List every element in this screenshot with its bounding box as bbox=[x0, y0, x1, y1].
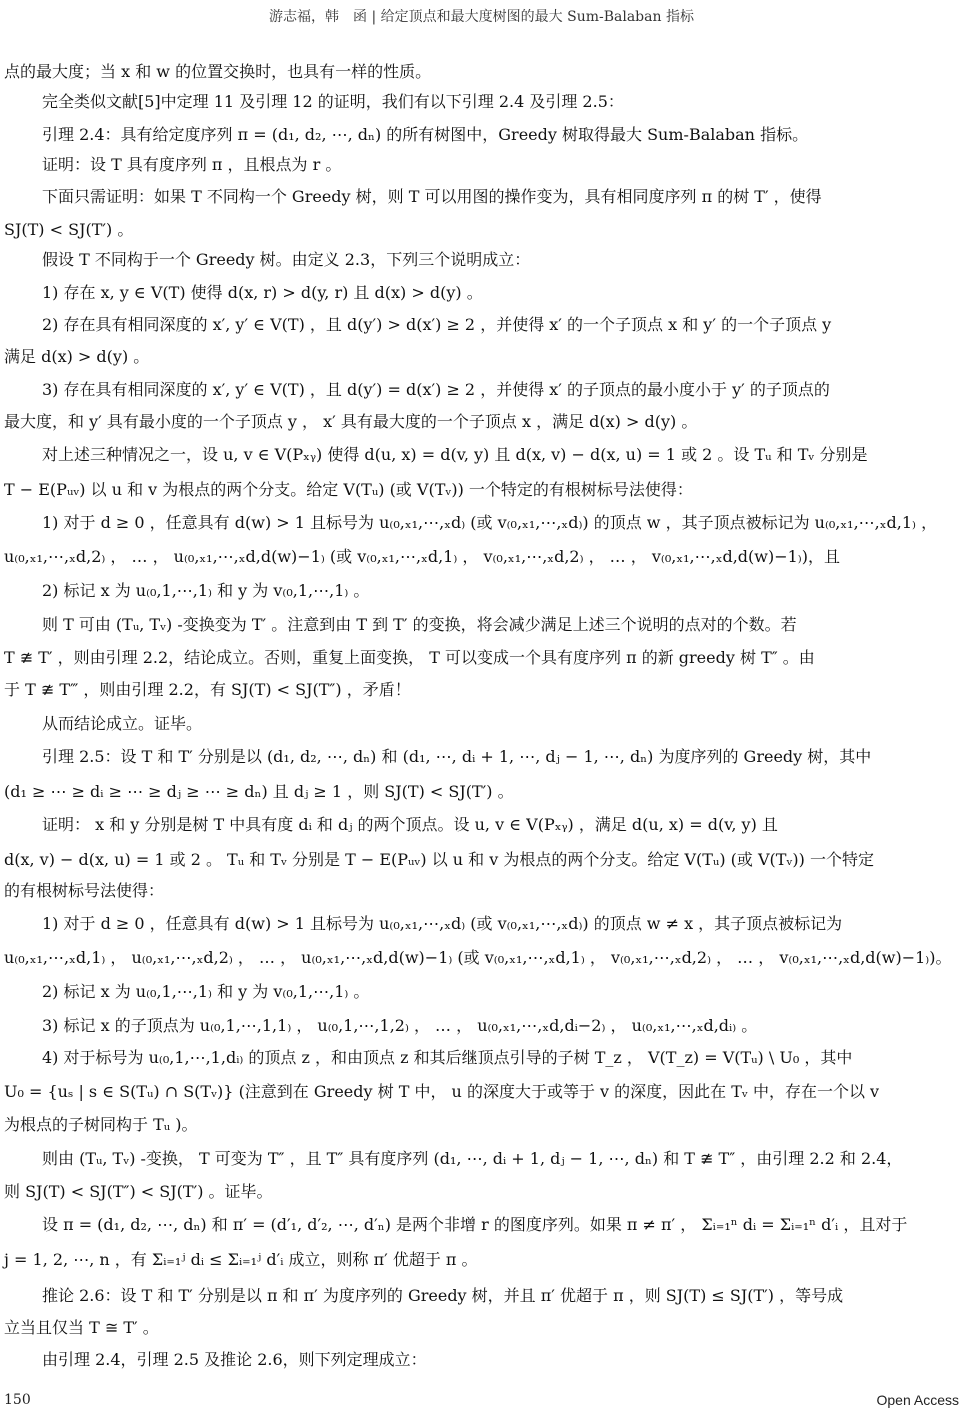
text-line: T ≇ T′ ，则由引理 2.2，结论成立。否则，重复上面变换， T 可以变成一个具有度序列 π 的新 greedy 树 T″ 。由 bbox=[4, 648, 815, 667]
text-line: 假设 T 不同构于一个 Greedy 树。由定义 2.3，下列三个说明成立： bbox=[42, 250, 531, 269]
text-line: 立当且仅当 T ≅ T′ 。 bbox=[4, 1318, 159, 1337]
text-line: 2) 标记 x 为 u₍₀,1,⋯,1₎ 和 y 为 v₍₀,1,⋯,1₎ 。 bbox=[42, 581, 370, 600]
text-line: 则 T 可由 (Tᵤ, Tᵥ) -变换变为 T′ 。注意到由 T 到 T′ 的变换，将会减少满足上述三个说明的点对的个数。若 bbox=[42, 615, 797, 634]
text-line: 满足 d(x) > d(y) 。 bbox=[4, 347, 150, 366]
text-line: 推论 2.6：设 T 和 T′ 分别是以 π 和 π′ 为度序列的 Greedy 树，并且 π′ 优超于 π ，则 SJ(T) ≤ SJ(T′) ，等号成 bbox=[42, 1286, 844, 1305]
text-line: 1) 对于 d ≥ 0 ，任意具有 d(w) > 1 且标号为 u₍₀,ₓ₁,⋯,ₓd₎ (或 v₍₀,ₓ₁,⋯,ₓd₎) 的顶点 w ≠ x ，其子顶点被标记为 bbox=[42, 914, 843, 933]
text-line: 完全类似文献[5]中定理 11 及引理 12 的证明，我们有以下引理 2.4 及引理 2.5： bbox=[42, 92, 624, 111]
text-line: 的有根树标号法使得： bbox=[4, 881, 165, 900]
text-line: 于 T ≇ T‴ ，则由引理 2.2，有 SJ(T) < SJ(T″) ，矛盾！ bbox=[4, 680, 411, 699]
text-line: 引理 2.4：具有给定度序列 π = (d₁, d₂, ⋯, dₙ) 的所有树图中，Greedy 树取得最大 Sum-Balaban 指标。 bbox=[42, 125, 809, 144]
publisher-label: Open Access bbox=[876, 1392, 959, 1408]
text-line: u₍₀,ₓ₁,⋯,ₓd,1₎ ， u₍₀,ₓ₁,⋯,ₓd,2₎ ， … ， u₍₀,ₓ₁,⋯,ₓd,d(w)−1₎ (或 v₍₀,ₓ₁,⋯,ₓd,1₎ ， v₍₀,ₓ₁,⋯,ₓd,2₎ ， … ， v₍₀,ₓ₁,⋯,ₓd,d(w)−1₎)。 bbox=[4, 948, 952, 967]
text-line: j = 1, 2, ⋯, n ，有 Σᵢ₌₁ʲ dᵢ ≤ Σᵢ₌₁ʲ d′ᵢ 成立，则称 π′ 优超于 π 。 bbox=[4, 1250, 478, 1269]
text-line: u₍₀,ₓ₁,⋯,ₓd,2₎ ， … ， u₍₀,ₓ₁,⋯,ₓd,d(w)−1₎ (或 v₍₀,ₓ₁,⋯,ₓd,1₎ ， v₍₀,ₓ₁,⋯,ₓd,2₎ ， … ， v₍₀,ₓ₁,⋯,ₓd,d(w)−1₎)，且 bbox=[4, 547, 840, 566]
text-line: 3) 标记 x 的子顶点为 u₍₀,1,⋯,1,1₎ ， u₍₀,1,⋯,1,2₎ ， … ， u₍₀,ₓ₁,⋯,ₓd,dᵢ−2₎ ， u₍₀,ₓ₁,⋯,ₓd,dᵢ₎ 。 bbox=[42, 1016, 758, 1035]
text-line: 从而结论成立。证毕。 bbox=[42, 714, 203, 733]
text-line: 对上述三种情况之一，设 u, v ∈ V(Pₓᵧ) 使得 d(u, x) = d(v, y) 且 d(x, v) − d(x, u) = 1 或 2 。设 Tᵤ 和 Tᵥ 分别是 bbox=[42, 445, 868, 464]
text-line: 点的最大度；当 x 和 w 的位置交换时，也具有一样的性质。 bbox=[4, 62, 432, 81]
text-line: U₀ = {uₛ | s ∈ S(Tᵤ) ∩ S(Tᵥ)} (注意到在 Greedy 树 T 中， u 的深度大于或等于 v 的深度，因此在 Tᵥ 中，存在一个以 v bbox=[4, 1082, 880, 1101]
running-header: 游志福，韩 函 | 给定顶点和最大度树图的最大 Sum-Balaban 指标 bbox=[269, 9, 694, 25]
text-line: 设 π = (d₁, d₂, ⋯, dₙ) 和 π′ = (d′₁, d′₂, ⋯, d′ₙ) 是两个非增 r 的图度序列。如果 π ≠ π′ ， Σᵢ₌₁ⁿ dᵢ = Σᵢ₌₁ⁿ d′ᵢ ，且对于 bbox=[42, 1215, 908, 1234]
text-line: 为根点的子树同构于 Tᵤ )。 bbox=[4, 1115, 198, 1134]
text-line: 3) 存在具有相同深度的 x′, y′ ∈ V(T) ，且 d(y′) = d(x′) ≥ 2 ，并使得 x′ 的子顶点的最小度小于 y′ 的子顶点的 bbox=[42, 380, 830, 399]
text-line: 证明： x 和 y 分别是树 T 中具有度 dᵢ 和 dⱼ 的两个顶点。设 u, v ∈ V(Pₓᵧ) ，满足 d(u, x) = d(v, y) 且 bbox=[42, 815, 778, 834]
text-line: 1) 对于 d ≥ 0 ，任意具有 d(w) > 1 且标号为 u₍₀,ₓ₁,⋯,ₓd₎ (或 v₍₀,ₓ₁,⋯,ₓd₎) 的顶点 w ，其子顶点被标记为 u₍₀,ₓ₁,⋯,ₓd,1₎ ， bbox=[42, 513, 938, 532]
text-line: 则由 (Tᵤ, Tᵥ) -变换， T 可变为 T″ ，且 T″ 具有度序列 (d₁, ⋯, dᵢ + 1, dⱼ − 1, ⋯, dₙ) 和 T ≇ T″ ，由引理 2.2 和 2.4， bbox=[42, 1149, 903, 1168]
text-line: 1) 存在 x, y ∈ V(T) 使得 d(x, r) > d(y, r) 且 d(x) > d(y) 。 bbox=[42, 283, 483, 302]
text-line: 最大度，和 y′ 具有最小度的一个子顶点 y ， x′ 具有最大度的一个子顶点 x ，满足 d(x) > d(y) 。 bbox=[4, 412, 698, 431]
text-line: 下面只需证明：如果 T 不同构一个 Greedy 树，则 T 可以用图的操作变为，具有相同度序列 π 的树 T′ ，使得 bbox=[42, 187, 822, 206]
text-line: 证明：设 T 具有度序列 π ，且根点为 r 。 bbox=[42, 155, 342, 174]
text-line: 2) 存在具有相同深度的 x′, y′ ∈ V(T) ，且 d(y′) > d(x′) ≥ 2 ，并使得 x′ 的一个子顶点 x 和 y′ 的一个子顶点 y bbox=[42, 315, 832, 334]
text-line: 2) 标记 x 为 u₍₀,1,⋯,1₎ 和 y 为 v₍₀,1,⋯,1₎ 。 bbox=[42, 982, 370, 1001]
text-line: SJ(T) < SJ(T′) 。 bbox=[4, 220, 134, 239]
text-line: 则 SJ(T) < SJ(T″) < SJ(T′) 。证毕。 bbox=[4, 1182, 273, 1201]
text-line: T − E(Pᵤᵥ) 以 u 和 v 为根点的两个分支。给定 V(Tᵤ) (或 V(Tᵥ)) 一个特定的有根树标号法使得： bbox=[4, 480, 693, 499]
text-line: 由引理 2.4，引理 2.5 及推论 2.6，则下列定理成立： bbox=[42, 1350, 427, 1369]
page-number: 150 bbox=[4, 1392, 31, 1408]
text-line: 引理 2.5：设 T 和 T′ 分别是以 (d₁, d₂, ⋯, dₙ) 和 (d₁, ⋯, dᵢ + 1, ⋯, dⱼ − 1, ⋯, dₙ) 为度序列的 Greedy 树，其中 bbox=[42, 747, 872, 766]
text-line: 4) 对于标号为 u₍₀,1,⋯,1,dᵢ₎ 的顶点 z ，和由顶点 z 和其后继顶点引导的子树 T_z ， V(T_z) = V(Tᵤ) \ U₀ ，其中 bbox=[42, 1048, 853, 1067]
text-line: (d₁ ≥ ⋯ ≥ dᵢ ≥ ⋯ ≥ dⱼ ≥ ⋯ ≥ dₙ) 且 dⱼ ≥ 1 ，则 SJ(T) < SJ(T′) 。 bbox=[4, 782, 514, 801]
text-line: d(x, v) − d(x, u) = 1 或 2 。 Tᵤ 和 Tᵥ 分别是 T − E(Pᵤᵥ) 以 u 和 v 为根点的两个分支。给定 V(Tᵤ) (或 V(Tᵥ)) 一个特定 bbox=[4, 850, 874, 869]
